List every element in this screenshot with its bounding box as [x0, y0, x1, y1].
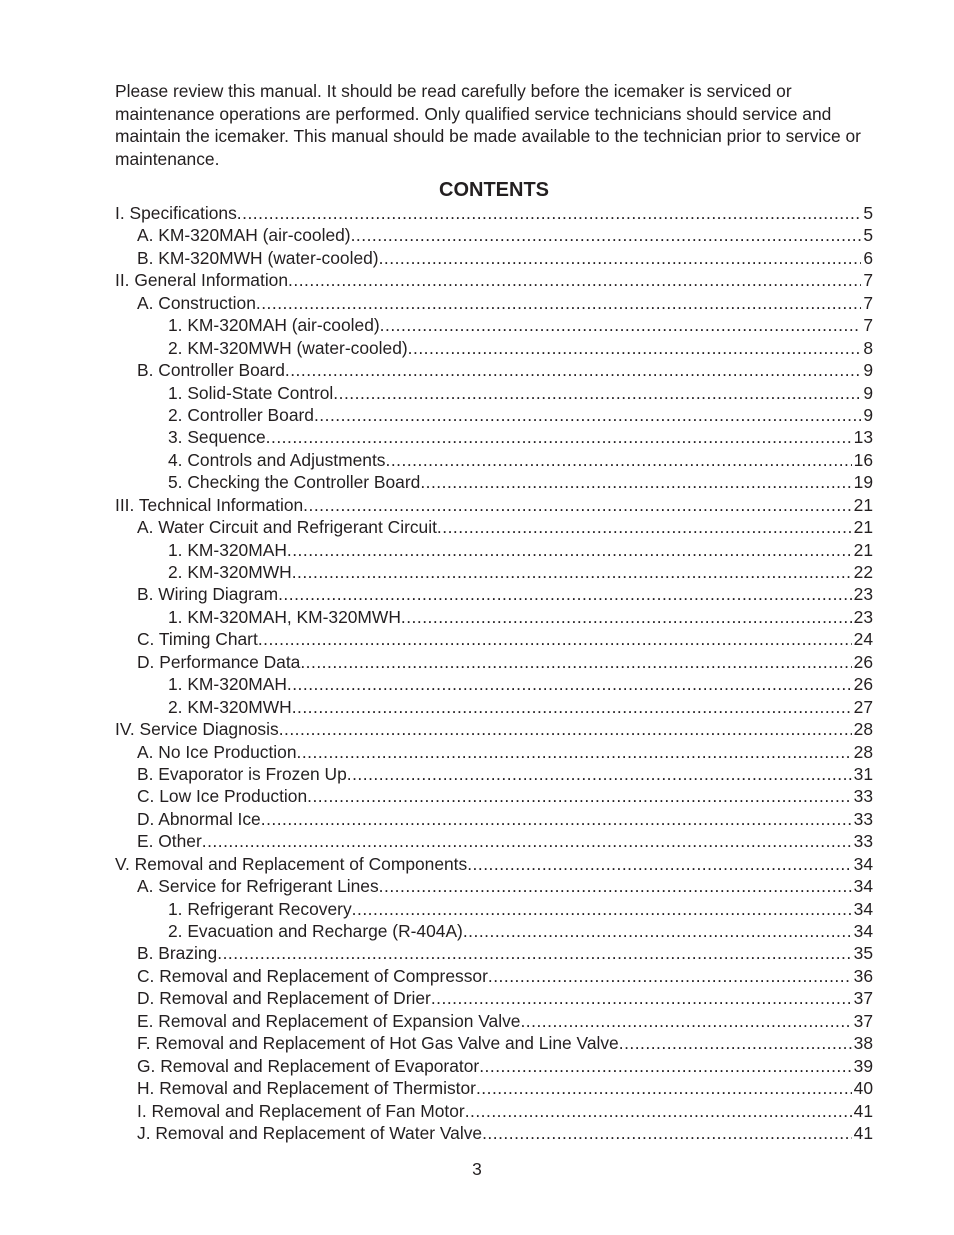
toc-entry-title: II. General Information — [115, 270, 289, 291]
toc-dot-leader — [420, 471, 851, 493]
toc-entry — [115, 359, 873, 381]
toc-entry-title: B. Wiring Diagram — [137, 584, 279, 605]
toc-entry-page: 33 — [853, 831, 873, 852]
toc-entry — [115, 965, 873, 987]
toc-dot-leader — [288, 269, 861, 291]
toc-entry-title: J. Removal and Replacement of Water Valve — [137, 1122, 483, 1143]
toc-entry — [115, 696, 873, 718]
toc-entry-page: 34 — [853, 853, 873, 874]
toc-entry-page: 38 — [853, 1033, 873, 1054]
toc-dot-leader — [408, 337, 862, 359]
toc-entry — [115, 539, 873, 561]
toc-dot-leader — [217, 942, 851, 964]
toc-dot-leader — [278, 583, 852, 605]
toc-entry-page: 9 — [863, 382, 873, 403]
toc-entry-title: E. Removal and Replacement of Expansion Valve — [137, 1010, 521, 1031]
toc-entry-page: 35 — [853, 943, 873, 964]
toc-dot-leader — [467, 853, 851, 875]
toc-entry-title: 1. KM-320MAH (air-cooled) — [168, 315, 380, 336]
toc-entry — [115, 987, 873, 1009]
toc-dot-leader — [619, 1032, 852, 1054]
toc-entry — [115, 337, 873, 359]
toc-dot-leader — [380, 314, 862, 336]
toc-entry-title: 4. Controls and Adjustments — [168, 449, 386, 470]
toc-entry — [115, 382, 873, 404]
toc-entry-title: A. Water Circuit and Refrigerant Circuit — [137, 517, 437, 538]
intro-paragraph: Please review this manual. It should be read carefully before the icemaker is serviced or maintenance operations are performed. Only qualified service technicians should service and maintain the icemaker. This manual should be made available to the technician prior to service or maintenance. — [115, 81, 861, 169]
toc-entry-page: 37 — [853, 988, 873, 1009]
toc-entry — [115, 292, 873, 314]
toc-entry-title: I. Specifications — [115, 203, 237, 223]
toc-entry-page: 28 — [853, 741, 873, 762]
toc-dot-leader — [287, 673, 852, 695]
toc-entry-title: 1. KM-320MAH — [168, 539, 287, 560]
toc-entry-title: I. Removal and Replacement of Fan Motor — [137, 1100, 465, 1121]
toc-entry-page: 8 — [863, 337, 873, 358]
toc-entry — [115, 853, 873, 875]
toc-entry-title: D. Removal and Replacement of Drier — [137, 988, 431, 1009]
toc-entry — [115, 1055, 873, 1077]
toc-entry-page: 19 — [853, 472, 873, 493]
toc-entry — [115, 1100, 873, 1122]
toc-entry-title: C. Timing Chart — [137, 629, 258, 650]
toc-dot-leader — [333, 382, 861, 404]
toc-entry — [115, 247, 873, 269]
toc-dot-leader — [287, 539, 852, 561]
toc-entry-title: 2. Evacuation and Recharge (R-404A) — [168, 921, 463, 941]
toc-entry-title: 2. KM-320MWH — [168, 562, 292, 582]
toc-dot-leader — [465, 1100, 852, 1122]
toc-dot-leader — [300, 651, 851, 673]
toc-dot-leader — [482, 1122, 852, 1144]
toc-entry-page: 37 — [853, 1010, 873, 1031]
toc-dot-leader — [303, 494, 851, 516]
toc-entry — [115, 269, 873, 291]
contents-heading: CONTENTS — [439, 179, 549, 201]
toc-dot-leader — [379, 247, 862, 269]
toc-entry — [115, 471, 873, 493]
page-number: 3 — [472, 1159, 482, 1179]
toc-dot-leader — [379, 875, 852, 897]
toc-entry-page: 26 — [853, 651, 873, 672]
toc-entry — [115, 898, 873, 920]
toc-entry-title: B. Evaporator is Frozen Up — [137, 763, 347, 784]
toc-entry-page: 24 — [853, 629, 873, 650]
toc-entry-page: 26 — [853, 674, 873, 695]
toc-entry-page: 34 — [853, 876, 873, 897]
toc-dot-leader — [292, 561, 852, 583]
toc-entry — [115, 942, 873, 964]
toc-dot-leader — [261, 808, 852, 830]
toc-entry-page: 21 — [853, 494, 873, 515]
toc-entry-page: 23 — [853, 584, 873, 605]
toc-entry-title: A. Construction — [137, 292, 256, 313]
toc-entry-page: 40 — [853, 1078, 873, 1099]
toc-entry — [115, 224, 873, 246]
toc-entry — [115, 1010, 873, 1032]
toc-entry-page: 21 — [853, 539, 873, 560]
toc-entry-title: A. No Ice Production — [137, 741, 297, 762]
toc-dot-leader — [437, 516, 852, 538]
toc-dot-leader — [307, 785, 852, 807]
toc-entry — [115, 830, 873, 852]
toc-entry-title: 2. KM-320MWH — [168, 696, 292, 717]
toc-entry-page: 27 — [853, 696, 873, 717]
toc-entry-page: 6 — [863, 247, 873, 268]
toc-entry-page: 34 — [853, 898, 873, 919]
toc-entry-title: 1. KM-320MAH, KM-320MWH — [168, 606, 401, 627]
toc-entry — [115, 583, 873, 605]
toc-dot-leader — [292, 696, 852, 718]
toc-entry-page: 13 — [853, 427, 873, 448]
toc-entry — [115, 1077, 873, 1099]
toc-entry — [115, 808, 873, 830]
toc-entry-title: B. Brazing — [137, 943, 218, 964]
toc-entry — [115, 404, 873, 426]
toc-entry-page: 16 — [853, 449, 873, 470]
toc-entry-page: 5 — [863, 225, 873, 246]
toc-entry-page: 41 — [853, 1100, 873, 1121]
toc-entry-page: 23 — [853, 606, 873, 627]
toc-entry-title: C. Removal and Replacement of Compressor — [137, 965, 488, 986]
toc-entry — [115, 673, 873, 695]
toc-entry — [115, 920, 873, 942]
toc-entry-title: D. Performance Data — [137, 651, 301, 672]
toc-dot-leader — [463, 920, 852, 942]
toc-entry-page: 33 — [853, 808, 873, 829]
toc-dot-leader — [352, 898, 852, 920]
toc-entry-title: 1. Solid-State Control — [168, 382, 334, 403]
toc-entry-page: 22 — [853, 562, 873, 582]
toc-entry-title: 1. Refrigerant Recovery — [168, 898, 352, 919]
toc-entry-page: 7 — [863, 292, 873, 313]
toc-entry-page: 9 — [863, 404, 873, 425]
toc-entry-title: 3. Sequence — [168, 427, 266, 448]
toc-entry-page: 9 — [863, 360, 873, 381]
toc-entry-page: 31 — [853, 763, 873, 784]
toc-dot-leader — [266, 426, 852, 448]
toc-dot-leader — [476, 1077, 852, 1099]
toc-entry — [115, 1122, 873, 1144]
toc-entry — [115, 763, 873, 785]
toc-dot-leader — [285, 359, 861, 381]
toc-entry-page: 36 — [853, 965, 873, 986]
toc-entry-title: H. Removal and Replacement of Thermistor — [137, 1078, 476, 1099]
toc-dot-leader — [431, 987, 852, 1009]
toc-entry-title: C. Low Ice Production — [137, 786, 308, 807]
toc-entry-page: 7 — [863, 315, 873, 336]
toc-entry — [115, 628, 873, 650]
toc-entry-title: B. Controller Board — [137, 360, 285, 381]
toc-entry — [115, 741, 873, 763]
toc-entry — [115, 494, 873, 516]
toc-entry — [115, 561, 873, 583]
toc-dot-leader — [386, 449, 852, 471]
toc-entry-title: 1. KM-320MAH — [168, 674, 287, 695]
toc-entry-page: 41 — [853, 1122, 873, 1143]
toc-dot-leader — [256, 292, 861, 314]
toc-entry-title: F. Removal and Replacement of Hot Gas Valve and Line Valve — [137, 1033, 619, 1054]
toc-entry — [115, 314, 873, 336]
toc-entry-title: A. KM-320MAH (air-cooled) — [137, 225, 351, 246]
toc-dot-leader — [258, 628, 852, 650]
toc-entry-page: 28 — [853, 719, 873, 740]
toc-entry-title: A. Service for Refrigerant Lines — [137, 876, 379, 897]
toc-dot-leader — [237, 202, 862, 224]
toc-entry-page: 7 — [863, 270, 873, 291]
toc-entry-title: B. KM-320MWH (water-cooled) — [137, 247, 379, 268]
toc-entry-page: 39 — [853, 1055, 873, 1076]
toc-entry — [115, 516, 873, 538]
toc-entry — [115, 651, 873, 673]
toc-entry-title: 5. Checking the Controller Board — [168, 472, 421, 493]
toc-dot-leader — [202, 830, 852, 852]
toc-dot-leader — [520, 1010, 851, 1032]
toc-entry-page: 21 — [853, 517, 873, 538]
toc-entry-title: III. Technical Information — [115, 494, 304, 515]
toc-entry — [115, 1032, 873, 1054]
toc-entry — [115, 426, 873, 448]
toc-entry-title: 2. Controller Board — [168, 404, 314, 425]
toc-entry — [115, 449, 873, 471]
toc-dot-leader — [297, 741, 852, 763]
toc-dot-leader — [488, 965, 852, 987]
toc-entry — [115, 785, 873, 807]
toc-entry — [115, 875, 873, 897]
toc-entry-title: IV. Service Diagnosis — [115, 719, 279, 740]
toc-entry — [115, 202, 873, 224]
toc-entry-page: 34 — [853, 921, 873, 941]
table-of-contents — [115, 202, 873, 1144]
toc-entry-title: V. Removal and Replacement of Components — [115, 853, 468, 874]
toc-entry-page: 33 — [853, 786, 873, 807]
toc-entry-title: G. Removal and Replacement of Evaporator — [137, 1055, 480, 1076]
toc-dot-leader — [351, 224, 862, 246]
toc-dot-leader — [314, 404, 861, 426]
toc-entry-title: E. Other — [137, 831, 202, 852]
toc-dot-leader — [479, 1055, 851, 1077]
toc-dot-leader — [347, 763, 852, 785]
toc-entry-title: D. Abnormal Ice — [137, 808, 261, 829]
toc-entry — [115, 606, 873, 628]
toc-dot-leader — [401, 606, 852, 628]
toc-entry-page: 5 — [863, 203, 873, 223]
toc-dot-leader — [279, 718, 852, 740]
toc-entry-title: 2. KM-320MWH (water-cooled) — [168, 337, 408, 358]
toc-entry — [115, 718, 873, 740]
